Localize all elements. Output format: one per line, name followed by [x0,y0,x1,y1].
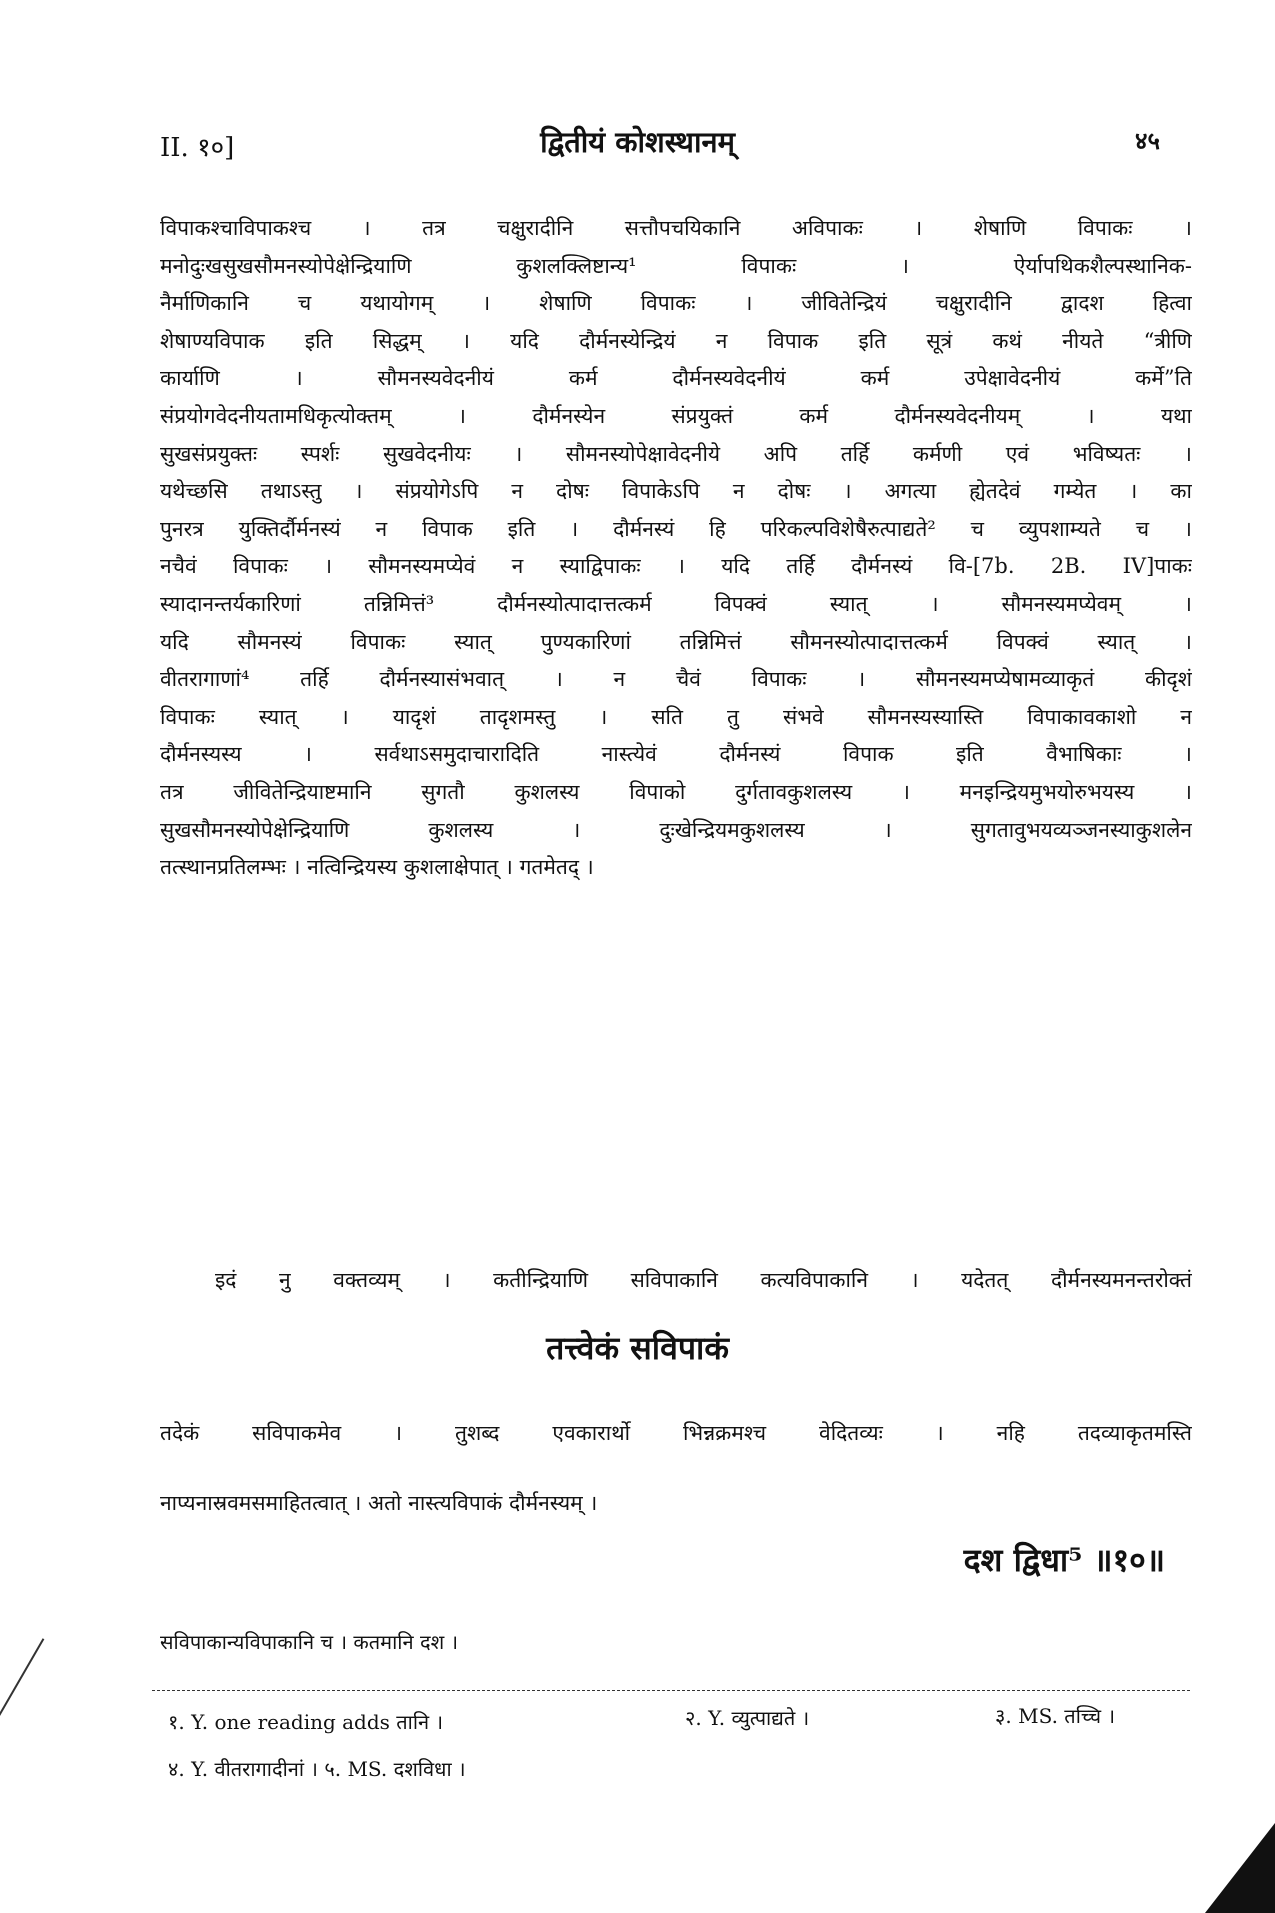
verse-number: दश द्विधा⁵ ॥१०॥ [963,1541,1165,1579]
text-line: यदि सौमनस्यं विपाकः स्यात् पुण्यकारिणां तन्निमित्तं सौमनस्योत्पादात्तत्कर्म विपक्वं स्यात् । [160,629,1192,654]
footnote-3: ३. MS. तच्चि । [995,1704,1116,1728]
text-line: पुनरत्र युक्तिर्दौर्मनस्यं न विपाक इति । दौर्मनस्यं हि परिकल्पविशेषैरुत्पाद्यते² च व्युपशाम्यते च । [160,516,1192,541]
text-line: तत्र जीवितेन्द्रियाष्टमानि सुगतौ कुशलस्य विपाको दुर्गतावकुशलस्य । मनइन्द्रियमुभयोरुभयस्य । [160,779,1192,804]
footnote-divider [152,1690,1190,1691]
text-line: वीतरागाणां⁴ तर्हि दौर्मनस्यासंभवात् । न चैवं विपाकः । सौमनस्यमप्येषामव्याकृतं कीदृशं [160,667,1192,692]
text-line: विपाकश्चाविपाकश्च । तत्र चक्षुरादीनि सत्तौपचयिकानि अविपाकः । शेषाणि विपाकः । [160,216,1192,240]
text-line: दौर्मनस्यस्य । सर्वथाऽसमुदाचारादिति नास्त्येवं दौर्मनस्यं विपाक इति वैभाषिकाः । [160,742,1192,767]
footnote-4-5: ४. Y. वीतरागादीनां । ५. MS. दशविधा । [168,1757,466,1781]
text-line: तदेकं सविपाकमेव । तुशब्द एवकारार्थो भिन्नक्रमश्च वेदितव्यः । नहि तदव्याकृतमस्ति [160,1421,1192,1445]
text-line: यथेच्छसि तथाऽस्तु । संप्रयोगेऽपि न दोषः विपाकेऽपि न दोषः । अगत्या ह्येतदेवं गम्येत । का [160,479,1192,504]
commentary-paragraph [160,1398,1192,1538]
text-line: नचैवं विपाकः । सौमनस्यमप्येवं न स्याद्विपाकः । यदि तर्हि दौर्मनस्यं वि-[7b. 2B. IV]पाकः [160,554,1192,579]
text-line: स्यादानन्तर्यकारिणां तन्निमित्तं³ दौर्मनस्योत्पादात्तत्कर्म विपक्वं स्यात् । सौमनस्यमप्येवम् । [160,591,1192,616]
karika-heading: तत्त्वेकं सविपाकं [546,1329,729,1367]
text-line: सुखसंप्रयुक्तः स्पर्शः सुखवेदनीयः । सौमनस्योपेक्षावेदनीये अपि तर्हि कर्मणी एवं भविष्यतः । [160,441,1192,466]
commentary-line: सविपाकान्यविपाकानि च । कतमानि दश । [160,1630,459,1654]
footnote-2: २. Y. व्युत्पाद्यते । [685,1706,810,1730]
scan-mark [0,1638,44,1752]
main-commentary [160,210,1192,887]
section-reference: II. १०] [160,133,235,163]
text-line: नैर्माणिकानि च यथायोगम् । शेषाणि विपाकः । जीवितेन्द्रियं चक्षुरादीनि द्वादश हित्वा [160,291,1192,316]
page-number: ४५ [1135,126,1160,155]
question-line: इदं नु वक्तव्यम् । कतीन्द्रियाणि सविपाकानि कत्यविपाकानि । यदेतत् दौर्मनस्यमनन्तरोक्तं [215,1268,1192,1292]
scan-shadow [1205,1823,1275,1913]
running-title: द्वितीयं कोशस्थानम् [540,125,735,159]
text-line: विपाकः स्यात् । यादृशं तादृशमस्तु । सति तु संभवे सौमनस्यस्यास्ति विपाकावकाशो न [160,704,1192,729]
text-line: नाप्यनास्रवमसमाहितत्वात् । अतो नास्त्यविपाकं दौर्मनस्यम् । [160,1491,598,1515]
text-line: शेषाण्यविपाक इति सिद्धम् । यदि दौर्मनस्येन्द्रियं न विपाक इति सूत्रं कथं नीयते “त्रीणि [160,328,1192,353]
text-line: मनोदुःखसुखसौमनस्योपेक्षेन्द्रियाणि कुशलक्लिष्टान्य¹ विपाकः । ऐर्यापथिकशैल्पस्थानिक- [160,253,1192,278]
text-line: तत्स्थानप्रतिलम्भः । नत्विन्द्रियस्य कुशलाक्षेपात् । गतमेतद् । [160,855,594,880]
text-line: कार्याणि । सौमनस्यवेदनीयं कर्म दौर्मनस्यवेदनीयं कर्म उपेक्षावेदनीयं कर्मे”ति [160,366,1192,391]
text-line: सुखसौमनस्योपेक्षेन्द्रियाणि कुशलस्य । दुःखेन्द्रियमकुशलस्य । सुगतावुभयव्यञ्जनस्याकुशलेन [160,817,1192,842]
footnote-1: १. Y. one reading adds तानि । [168,1710,444,1734]
text-line: संप्रयोगवेदनीयतामधिकृत्योक्तम् । दौर्मनस्येन संप्रयुक्तं कर्म दौर्मनस्यवेदनीयम् । यथा [160,403,1192,428]
